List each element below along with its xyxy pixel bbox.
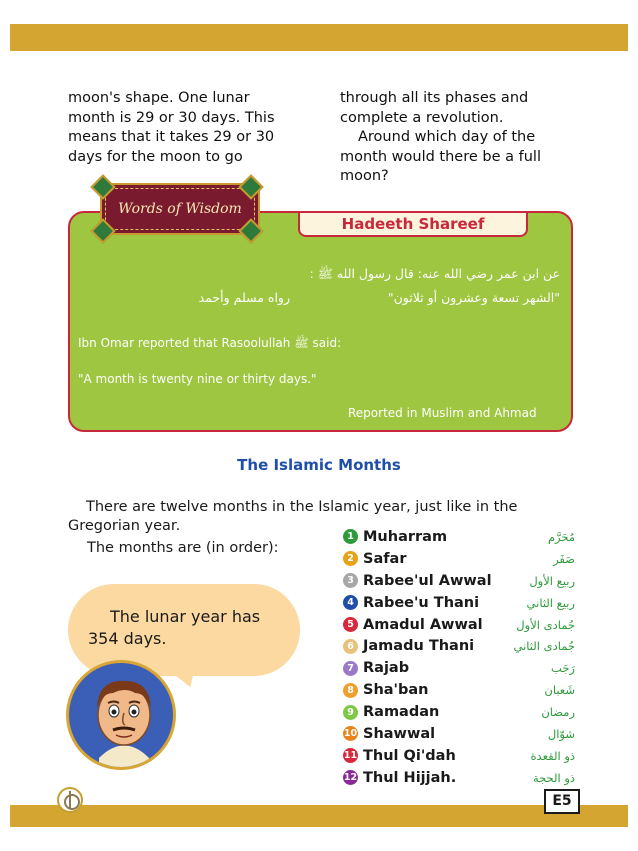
bubble-line: The lunar year has [110,607,261,626]
list-item [343,570,575,592]
month-name: Jamadu Thani [363,638,475,655]
number-badge: 1 [343,529,358,544]
month-arabic: ربيع الثاني [526,595,575,610]
month-arabic: ذو القعدة [530,748,575,763]
number-badge: 9 [343,705,358,720]
month-arabic: ربيع الأول [529,573,575,588]
months-list [343,526,575,789]
month-name: Rabee'u Thani [363,594,480,611]
month-name: Rabee'ul Awwal [363,572,492,589]
arabic-narration: عن ابن عمر رضي الله عنه: قال رسول الله ﷺ : [309,266,560,281]
list-item [343,526,575,548]
intro-line: There are twelve months in the Islamic year, just like in the [86,499,518,515]
english-narration: Ibn Omar reported that Rasoolullah ﷺ said: [78,336,342,350]
hadeeth-title: Hadeeth Shareef [298,213,528,237]
month-name: Thul Hijjah. [363,769,457,786]
month-arabic: رَجَب [551,661,575,676]
compass-icon [57,787,83,813]
cartoon-boy-icon [69,663,176,770]
intro-line: Gregorian year. [68,518,181,534]
month-arabic: مُحَرَّم [547,529,575,544]
number-badge: 11 [343,750,358,762]
month-name: Safar [363,550,407,567]
arabic-reference: رواه مسلم وأحمد [198,290,290,305]
words-of-wisdom-label: Words of Wisdom [118,201,242,217]
hadeeth-reference: Reported in Muslim and Ahmad [348,406,537,420]
number-badge: 8 [343,683,358,698]
text-line: month would there be a full [340,148,541,165]
words-of-wisdom-banner [100,183,260,235]
list-item [343,679,575,701]
text-line: Around which day of the [358,129,536,145]
number-badge: 4 [343,595,358,610]
number-badge: 10 [343,728,358,740]
text-line: month is 29 or 30 days. This [68,109,275,126]
month-arabic: شَعبان [544,683,575,698]
list-item [343,701,575,723]
number-badge: 6 [343,639,358,654]
month-name: Rajab [363,660,410,677]
number-badge: 7 [343,661,358,676]
top-decorative-band [10,24,628,51]
list-item [343,657,575,679]
month-name: Muharram [363,528,448,545]
number-badge: 3 [343,573,358,588]
list-item [343,548,575,570]
text-line: means that it takes 29 or 30 [68,129,275,145]
list-item [343,767,575,789]
number-badge: 5 [343,617,358,632]
text-line: through all its phases and [340,90,529,106]
month-name: Ramadan [363,704,440,721]
number-badge: 12 [343,772,358,784]
avatar [66,660,176,770]
text-line: moon? [340,168,389,184]
speech-bubble-text [88,606,288,650]
page-number: E5 [544,789,580,814]
text-column-right [340,89,580,187]
list-item [343,635,575,657]
text-line: complete a revolution. [340,109,504,126]
hadeeth-box [68,211,573,432]
text-line: moon's shape. One lunar [68,90,250,106]
bottom-decorative-band [10,805,628,827]
month-arabic: ذو الحجة [532,770,575,785]
list-item [343,614,575,636]
section-title: The Islamic Months [237,456,401,474]
english-hadeeth: "A month is twenty nine or thirty days." [78,372,317,386]
month-arabic: صَفَر [553,551,575,566]
month-arabic: رمضان [541,705,575,720]
bubble-line: 354 days. [88,629,167,648]
number-badge: 2 [343,551,358,566]
month-arabic: شوّال [547,726,575,741]
month-arabic: جُمادى الأول [516,617,575,632]
month-arabic: جُمادى الثاني [513,639,575,654]
month-name: Amadul Awwal [363,616,483,633]
list-item [343,745,575,767]
text-column-left [68,89,308,167]
intro-line: The months are (in order): [87,540,279,556]
month-name: Thul Qi'dah [363,747,456,764]
list-item [343,723,575,745]
text-line: days for the moon to go [68,148,243,165]
month-name: Sha'ban [363,682,429,699]
month-name: Shawwal [363,725,436,742]
list-item [343,592,575,614]
arabic-hadeeth: "الشهر تسعة وعشرون أو ثلاثون" [387,290,560,305]
